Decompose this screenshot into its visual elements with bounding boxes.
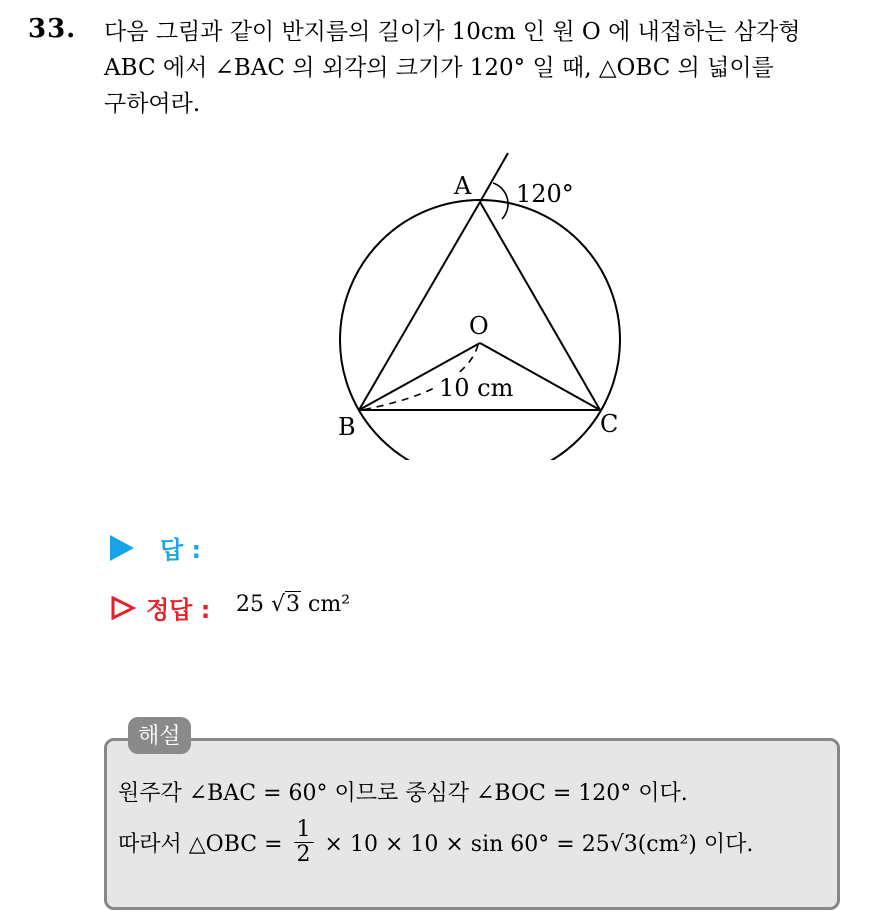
question-line-3: 구하여라.	[104, 91, 201, 117]
geometry-figure	[330, 150, 630, 460]
answer-coefficient: 25	[236, 592, 264, 617]
correct-answer-row	[110, 590, 210, 625]
fraction-denominator: 2	[296, 842, 311, 867]
question-number: 33.	[28, 14, 77, 44]
outline-triangle-icon	[110, 595, 136, 621]
question-line-1: 다음 그림과 같이 반지름의 길이가 10cm 인 원 O 에 내접하는 삼각형	[104, 19, 801, 45]
solution-tag: 해설	[128, 717, 191, 754]
radius-label: 10 cm	[439, 374, 514, 402]
question-line-2: ABC 에서 ∠BAC 의 외각의 크기가 120° 일 때, △OBC 의 넓이를	[104, 55, 774, 81]
sqrt-expression: √3	[271, 592, 301, 617]
fraction-numerator: 1	[294, 818, 314, 843]
question-text	[104, 14, 864, 122]
solution-line-2	[118, 818, 753, 878]
label-b: B	[338, 413, 356, 441]
answer-unit: cm²	[308, 592, 351, 617]
radicand: 3	[286, 592, 301, 617]
answer-row	[110, 530, 201, 565]
angle-label: 120°	[516, 180, 574, 208]
fraction-one-half	[294, 818, 314, 867]
answer-label: 답 :	[160, 536, 202, 564]
correct-answer-value	[236, 592, 350, 617]
solution-line-2-suffix: × 10 × 10 × sin 60° = 25√3(cm²) 이다.	[324, 832, 754, 857]
solution-line-2-prefix: 따라서 △OBC =	[118, 832, 283, 857]
label-c: C	[600, 410, 619, 438]
play-triangle-icon	[110, 535, 134, 561]
correct-answer-label: 정답 :	[146, 596, 211, 624]
label-o: O	[469, 312, 489, 340]
extension-line	[480, 153, 508, 202]
label-a: A	[454, 172, 472, 200]
solution-line-1: 원주각 ∠BAC = 60° 이므로 중심각 ∠BOC = 120° 이다.	[118, 781, 688, 806]
